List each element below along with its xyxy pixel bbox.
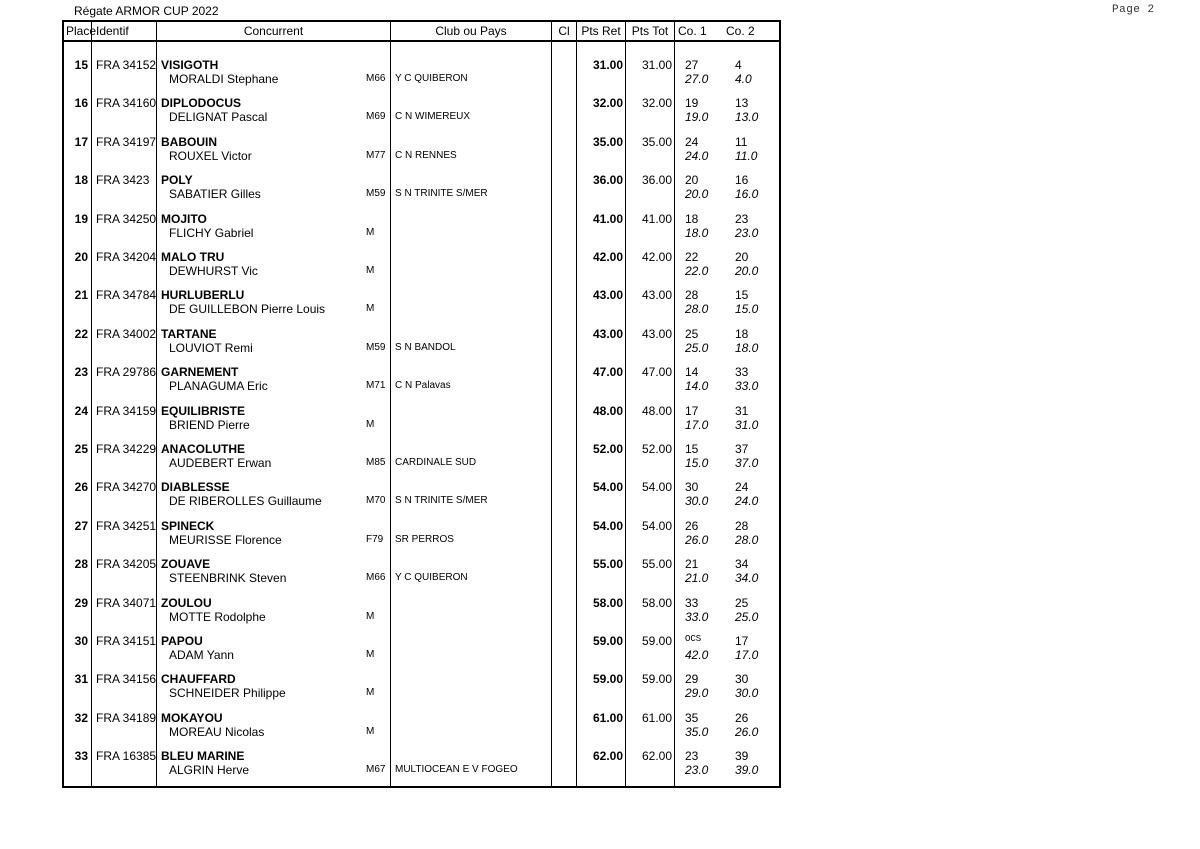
row-boat-name: MOKAYOU — [161, 710, 223, 725]
row-co1-points: 35.0 — [685, 724, 709, 739]
table-row — [64, 660, 779, 701]
row-boat-name: DIABLESSE — [161, 480, 230, 495]
row-skipper-name: MOREAU Nicolas — [169, 724, 265, 739]
row-category: F79 — [366, 533, 384, 545]
row-co1-rank: OCS — [685, 634, 702, 644]
row-co2-points: 23.0 — [735, 225, 759, 240]
row-sail-number: FRA 34270 — [96, 480, 157, 495]
row-boat-name: MOJITO — [161, 211, 207, 226]
row-place: 29 — [74, 595, 88, 610]
row-pts-tot: 35.00 — [641, 134, 672, 149]
row-skipper-name: ROUXEL Victor — [169, 148, 252, 163]
row-co2-rank: 17 — [735, 634, 749, 648]
col-header-identif: Identif — [96, 24, 129, 38]
row-club: Y C QUIBERON — [395, 73, 468, 84]
row-co1-points: 18.0 — [685, 225, 709, 240]
row-co1-rank: 28 — [685, 288, 699, 303]
row-sail-number: FRA 34251 — [96, 518, 157, 533]
row-pts-tot: 52.00 — [641, 442, 672, 456]
row-co1-points: 24.0 — [685, 148, 709, 163]
row-co1-rank: 27 — [685, 58, 699, 72]
row-boat-name: POLY — [161, 173, 193, 188]
row-co2-rank: 4 — [735, 58, 742, 72]
table-row — [64, 200, 779, 238]
row-category: M77 — [366, 149, 386, 161]
row-co1-points: 27.0 — [685, 72, 709, 86]
row-co1-rank: 33 — [685, 595, 699, 610]
row-pts-tot: 32.00 — [641, 96, 672, 111]
row-co2-rank: 15 — [735, 288, 749, 303]
results-table — [62, 20, 781, 788]
row-boat-name: SPINECK — [161, 518, 215, 533]
row-boat-name: GARNEMENT — [161, 365, 239, 380]
row-place: 23 — [74, 365, 88, 380]
row-co2-rank: 39 — [735, 749, 749, 764]
row-co1-rank: 35 — [685, 710, 699, 725]
row-co2-rank: 18 — [735, 326, 749, 341]
row-co2-rank: 11 — [735, 134, 748, 149]
row-pts-tot: 61.00 — [641, 710, 672, 725]
row-sail-number: FRA 29786 — [96, 365, 157, 380]
table-row — [64, 545, 779, 586]
table-row — [64, 238, 779, 276]
row-boat-name: VISIGOTH — [161, 58, 219, 72]
row-pts-ret: 32.00 — [592, 96, 623, 111]
row-category: M — [366, 725, 375, 737]
row-sail-number: FRA 34189 — [96, 710, 157, 725]
row-sail-number: FRA 3423 — [96, 173, 150, 188]
row-sail-number: FRA 34204 — [96, 250, 157, 264]
row-pts-tot: 62.00 — [641, 749, 672, 764]
col-header-cl: Cl — [558, 24, 570, 38]
row-boat-name: HURLUBERLU — [161, 288, 245, 303]
row-co2-rank: 16 — [735, 173, 749, 188]
row-boat-name: ZOUAVE — [161, 557, 211, 572]
row-place: 17 — [74, 134, 88, 149]
row-co1-rank: 26 — [685, 518, 699, 533]
row-club: C N WIMEREUX — [395, 111, 470, 123]
row-skipper-name: PLANAGUMA Eric — [169, 379, 268, 394]
row-pts-tot: 59.00 — [641, 634, 672, 648]
col-header-pts-tot: Pts Tot — [631, 24, 669, 38]
row-co1-points: 14.0 — [685, 379, 709, 394]
row-co1-points: 28.0 — [685, 302, 709, 317]
row-place: 25 — [74, 442, 88, 456]
col-header-pts-ret: Pts Ret — [581, 24, 621, 38]
row-skipper-name: FLICHY Gabriel — [169, 225, 254, 240]
row-pts-tot: 54.00 — [641, 480, 672, 495]
row-club: C N RENNES — [395, 149, 457, 161]
row-pts-ret: 58.00 — [592, 595, 623, 610]
header-divider — [64, 40, 779, 42]
row-sail-number: FRA 34156 — [96, 672, 157, 687]
row-category: M — [366, 226, 375, 238]
row-skipper-name: MOTTE Rodolphe — [169, 609, 266, 624]
row-category: M66 — [366, 73, 386, 84]
table-row — [64, 353, 779, 394]
table-row — [64, 123, 779, 161]
table-row — [64, 46, 779, 84]
page-number: Page 2 — [1112, 4, 1155, 16]
row-co2-points: 16.0 — [735, 187, 759, 202]
row-co1-rank: 15 — [685, 442, 699, 456]
row-pts-ret: 42.00 — [592, 250, 623, 264]
row-sail-number: FRA 34250 — [96, 211, 157, 226]
row-category: M — [366, 303, 375, 315]
row-boat-name: DIPLODOCUS — [161, 96, 242, 111]
row-place: 21 — [74, 288, 88, 303]
table-row — [64, 622, 779, 660]
table-row — [64, 584, 779, 622]
row-place: 32 — [74, 710, 88, 725]
row-boat-name: MALO TRU — [161, 250, 225, 264]
row-co2-rank: 13 — [735, 96, 749, 111]
row-co1-rank: 25 — [685, 326, 699, 341]
row-pts-ret: 52.00 — [592, 442, 623, 456]
row-co1-rank: 21 — [685, 557, 699, 572]
row-pts-tot: 54.00 — [641, 518, 672, 533]
row-skipper-name: AUDEBERT Erwan — [169, 456, 272, 470]
row-co1-points: 25.0 — [685, 340, 709, 355]
row-skipper-name: DEWHURST Vic — [169, 264, 258, 278]
row-boat-name: BLEU MARINE — [161, 749, 245, 764]
row-place: 24 — [74, 403, 88, 418]
row-pts-tot: 43.00 — [641, 326, 672, 341]
row-co1-rank: 20 — [685, 173, 699, 188]
col-header-co1: Co. 1 — [678, 24, 707, 38]
row-category: M59 — [366, 188, 386, 200]
table-row — [64, 392, 779, 430]
row-skipper-name: DELIGNAT Pascal — [169, 110, 268, 125]
row-place: 26 — [74, 480, 88, 495]
row-co2-points: 24.0 — [735, 494, 759, 509]
row-pts-tot: 31.00 — [641, 58, 672, 72]
row-pts-tot: 55.00 — [641, 557, 672, 572]
row-co1-rank: 23 — [685, 749, 699, 764]
row-co1-rank: 14 — [685, 365, 699, 380]
row-co2-points: 39.0 — [735, 763, 759, 778]
row-co2-points: 31.0 — [735, 417, 759, 432]
row-pts-ret: 62.00 — [592, 749, 623, 764]
row-place: 18 — [74, 173, 88, 188]
row-sail-number: FRA 34197 — [96, 134, 157, 149]
row-co1-rank: 22 — [685, 250, 699, 264]
table-row — [64, 276, 779, 317]
row-category: M70 — [366, 495, 386, 507]
row-pts-tot: 42.00 — [641, 250, 672, 264]
row-pts-ret: 43.00 — [592, 288, 623, 303]
row-place: 27 — [74, 518, 88, 533]
row-co2-rank: 33 — [735, 365, 749, 380]
row-club: S N TRINITE S/MER — [395, 495, 488, 507]
row-skipper-name: MEURISSE Florence — [169, 532, 282, 547]
row-boat-name: TARTANE — [161, 326, 217, 341]
row-co2-points: 17.0 — [735, 648, 759, 662]
row-boat-name: CHAUFFARD — [161, 672, 236, 687]
row-pts-ret: 48.00 — [592, 403, 623, 418]
row-sail-number: FRA 16385 — [96, 749, 157, 764]
row-co2-points: 26.0 — [735, 724, 759, 739]
row-club: C N Palavas — [395, 380, 451, 392]
row-skipper-name: MORALDI Stephane — [169, 72, 279, 86]
row-pts-tot: 36.00 — [641, 173, 672, 188]
col-header-co2: Co. 2 — [726, 24, 755, 38]
row-place: 16 — [74, 96, 88, 111]
row-club: CARDINALE SUD — [395, 457, 477, 468]
row-category: M59 — [366, 341, 386, 353]
row-place: 30 — [74, 634, 88, 648]
row-co2-points: 4.0 — [735, 72, 752, 86]
row-co1-points: 17.0 — [685, 417, 709, 432]
col-header-concurrent: Concurrent — [243, 24, 304, 38]
row-sail-number: FRA 34784 — [96, 288, 157, 303]
row-pts-ret: 61.00 — [592, 710, 623, 725]
row-category: M67 — [366, 764, 386, 776]
row-co1-points: 22.0 — [685, 264, 709, 278]
row-pts-ret: 31.00 — [592, 58, 623, 72]
row-pts-ret: 47.00 — [592, 365, 623, 380]
row-skipper-name: DE RIBEROLLES Guillaume — [169, 494, 322, 509]
table-row — [64, 315, 779, 353]
row-sail-number: FRA 34205 — [96, 557, 157, 572]
row-skipper-name: SCHNEIDER Philippe — [169, 686, 286, 701]
row-co2-points: 15.0 — [735, 302, 759, 317]
row-boat-name: PAPOU — [161, 634, 203, 648]
row-pts-tot: 41.00 — [641, 211, 672, 226]
row-boat-name: ANACOLUTHE — [161, 442, 245, 456]
row-place: 22 — [74, 326, 88, 341]
row-place: 33 — [74, 749, 88, 764]
table-row — [64, 430, 779, 468]
row-category: M71 — [366, 380, 386, 392]
row-club: Y C QUIBERON — [395, 572, 468, 584]
row-co2-points: 30.0 — [735, 686, 759, 701]
row-co2-points: 33.0 — [735, 379, 759, 394]
row-co2-rank: 31 — [735, 403, 749, 418]
table-row — [64, 468, 779, 509]
row-co2-points: 11.0 — [735, 148, 758, 163]
row-co1-points: 23.0 — [685, 763, 709, 778]
row-category: M — [366, 649, 375, 660]
row-boat-name: EQUILIBRISTE — [161, 403, 246, 418]
row-co1-points: 21.0 — [685, 571, 709, 586]
row-skipper-name: STEENBRINK Steven — [169, 571, 287, 586]
col-header-place: Place — [66, 24, 97, 38]
row-pts-tot: 47.00 — [641, 365, 672, 380]
row-category: M — [366, 265, 375, 276]
row-co1-rank: 17 — [685, 403, 699, 418]
row-sail-number: FRA 34229 — [96, 442, 157, 456]
row-co1-points: 20.0 — [685, 187, 709, 202]
col-header-club: Club ou Pays — [435, 24, 507, 38]
row-pts-ret: 59.00 — [592, 634, 623, 648]
row-skipper-name: LOUVIOT Remi — [169, 340, 253, 355]
row-co2-rank: 23 — [735, 211, 749, 226]
row-co2-rank: 28 — [735, 518, 749, 533]
row-co2-rank: 20 — [735, 250, 749, 264]
row-sail-number: FRA 34071 — [96, 595, 157, 610]
row-place: 15 — [74, 58, 88, 72]
row-co2-points: 20.0 — [735, 264, 759, 278]
row-boat-name: BABOUIN — [161, 134, 217, 149]
row-co1-rank: 18 — [685, 211, 699, 226]
row-pts-tot: 58.00 — [641, 595, 672, 610]
row-category: M69 — [366, 111, 386, 123]
table-row — [64, 737, 779, 778]
row-co1-points: 29.0 — [685, 686, 709, 701]
row-skipper-name: BRIEND Pierre — [169, 417, 250, 432]
row-pts-tot: 48.00 — [641, 403, 672, 418]
row-category: M — [366, 687, 375, 699]
row-co2-rank: 37 — [735, 442, 749, 456]
row-sail-number: FRA 34159 — [96, 403, 157, 418]
row-sail-number: FRA 34160 — [96, 96, 157, 111]
row-co1-points: 15.0 — [685, 456, 709, 470]
row-co2-rank: 34 — [735, 557, 749, 572]
row-co2-rank: 30 — [735, 672, 749, 687]
row-category: M — [366, 418, 375, 430]
row-co2-points: 13.0 — [735, 110, 759, 125]
row-skipper-name: DE GUILLEBON Pierre Louis — [169, 302, 326, 317]
row-co1-rank: 19 — [685, 96, 699, 111]
row-pts-ret: 54.00 — [592, 480, 623, 495]
row-co2-points: 34.0 — [735, 571, 759, 586]
row-skipper-name: SABATIER Gilles — [169, 187, 261, 202]
document-title: Régate ARMOR CUP 2022 — [74, 4, 219, 18]
row-co1-points: 30.0 — [685, 494, 709, 509]
row-pts-ret: 41.00 — [592, 211, 623, 226]
row-pts-tot: 59.00 — [641, 672, 672, 687]
row-co1-rank: 30 — [685, 480, 699, 495]
row-club: S N TRINITE S/MER — [395, 188, 488, 200]
row-co1-points: 19.0 — [685, 110, 709, 125]
row-co2-points: 18.0 — [735, 340, 759, 355]
row-pts-ret: 43.00 — [592, 326, 623, 341]
row-co1-points: 42.0 — [685, 648, 709, 662]
row-co1-points: 33.0 — [685, 609, 709, 624]
row-place: 19 — [74, 211, 88, 226]
table-row — [64, 699, 779, 737]
row-pts-ret: 36.00 — [592, 173, 623, 188]
table-row — [64, 507, 779, 545]
row-co2-rank: 24 — [735, 480, 749, 495]
row-boat-name: ZOULOU — [161, 595, 212, 610]
row-sail-number: FRA 34152 — [96, 58, 157, 72]
row-skipper-name: ADAM Yann — [169, 648, 234, 662]
row-pts-ret: 59.00 — [592, 672, 623, 687]
row-place: 31 — [74, 672, 88, 687]
row-place: 28 — [74, 557, 88, 572]
row-club: S N BANDOL — [395, 341, 456, 353]
row-pts-ret: 55.00 — [592, 557, 623, 572]
row-club: MULTIOCEAN E V FOGEO — [395, 764, 518, 776]
row-co1-rank: 24 — [685, 134, 699, 149]
row-pts-ret: 35.00 — [592, 134, 623, 149]
row-category: M66 — [366, 572, 386, 584]
row-pts-ret: 54.00 — [592, 518, 623, 533]
row-sail-number: FRA 34151 — [96, 634, 157, 648]
table-row — [64, 84, 779, 125]
row-co2-points: 28.0 — [735, 532, 759, 547]
row-category: M — [366, 610, 375, 622]
row-place: 20 — [74, 250, 88, 264]
table-row — [64, 161, 779, 202]
row-sail-number: FRA 34002 — [96, 326, 157, 341]
row-club: SR PERROS — [395, 533, 454, 545]
row-skipper-name: ALGRIN Herve — [169, 763, 250, 778]
row-co2-points: 25.0 — [735, 609, 759, 624]
row-co1-points: 26.0 — [685, 532, 709, 547]
row-co1-rank: 29 — [685, 672, 699, 687]
row-category: M85 — [366, 457, 386, 468]
row-co2-points: 37.0 — [735, 456, 759, 470]
row-pts-tot: 43.00 — [641, 288, 672, 303]
row-co2-rank: 26 — [735, 710, 749, 725]
row-co2-rank: 25 — [735, 595, 749, 610]
